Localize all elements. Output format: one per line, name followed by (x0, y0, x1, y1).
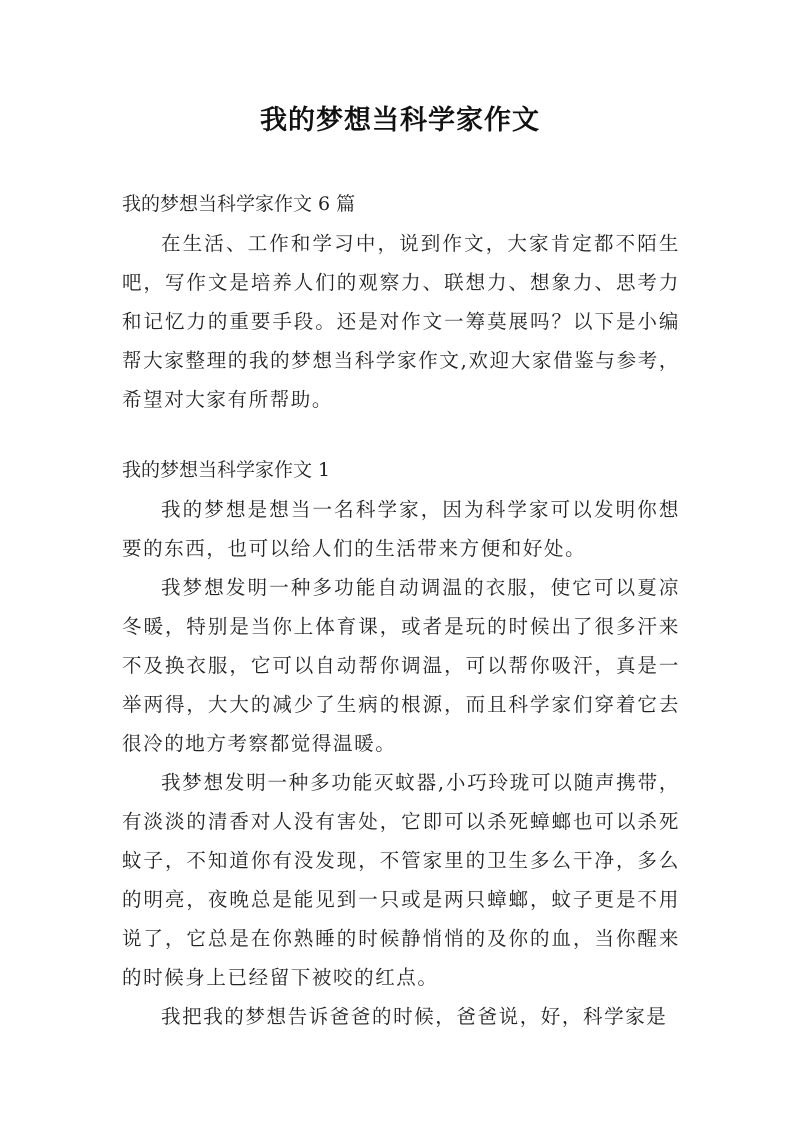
intro-paragraph: 在生活、工作和学习中，说到作文，大家肯定都不陌生吧，写作文是培养人们的观察力、联想力、想象力、思考力和记忆力的重要手段。还是对作文一筹莫展吗？以下是小编帮大家整理的我的梦想当科学家作文,欢迎大家借鉴与参考，希望对大家有所帮助。 (122, 232, 680, 411)
essay-1-paragraph-3: 我梦想发明一种多功能灭蚊器,小巧玲珑可以随声携带，有淡淡的清香对人没有害处，它即可以杀死蟑螂也可以杀死蚊子，不知道你有没发现，不管家里的卫生多么干净，多么的明亮，夜晚总是能见到一只或是两只蟑螂，蚊子更是不用说了，它总是在你熟睡的时候静悄悄的及你的血，当你醒来的时候身上已经留下被咬的红点。 (122, 771, 680, 989)
section-spacer (122, 419, 680, 451)
document-title: 我的梦想当科学家作文 (260, 105, 540, 136)
document-body (122, 185, 680, 1036)
collection-heading: 我的梦想当科学家作文 6 篇 (122, 193, 356, 215)
essay-1-heading: 我的梦想当科学家作文 1 (122, 459, 331, 481)
essay-1-paragraph-1: 我的梦想是想当一名科学家，因为科学家可以发明你想要的东西，也可以给人们的生活带来方便和好处。 (122, 498, 680, 560)
essay-1-paragraph-4: 我把我的梦想告诉爸爸的时候，爸爸说，好，科学家是 (161, 1005, 668, 1028)
essay-1-paragraph-2: 我梦想发明一种多功能自动调温的衣服，使它可以夏凉冬暖，特别是当你上体育课，或者是玩的时候出了很多汗来不及换衣服，它可以自动帮你调温，可以帮你吸汗，真是一举两得，大大的减少了生病的根源，而且科学家们穿着它去很冷的地方考察都觉得温暖。 (122, 576, 680, 755)
